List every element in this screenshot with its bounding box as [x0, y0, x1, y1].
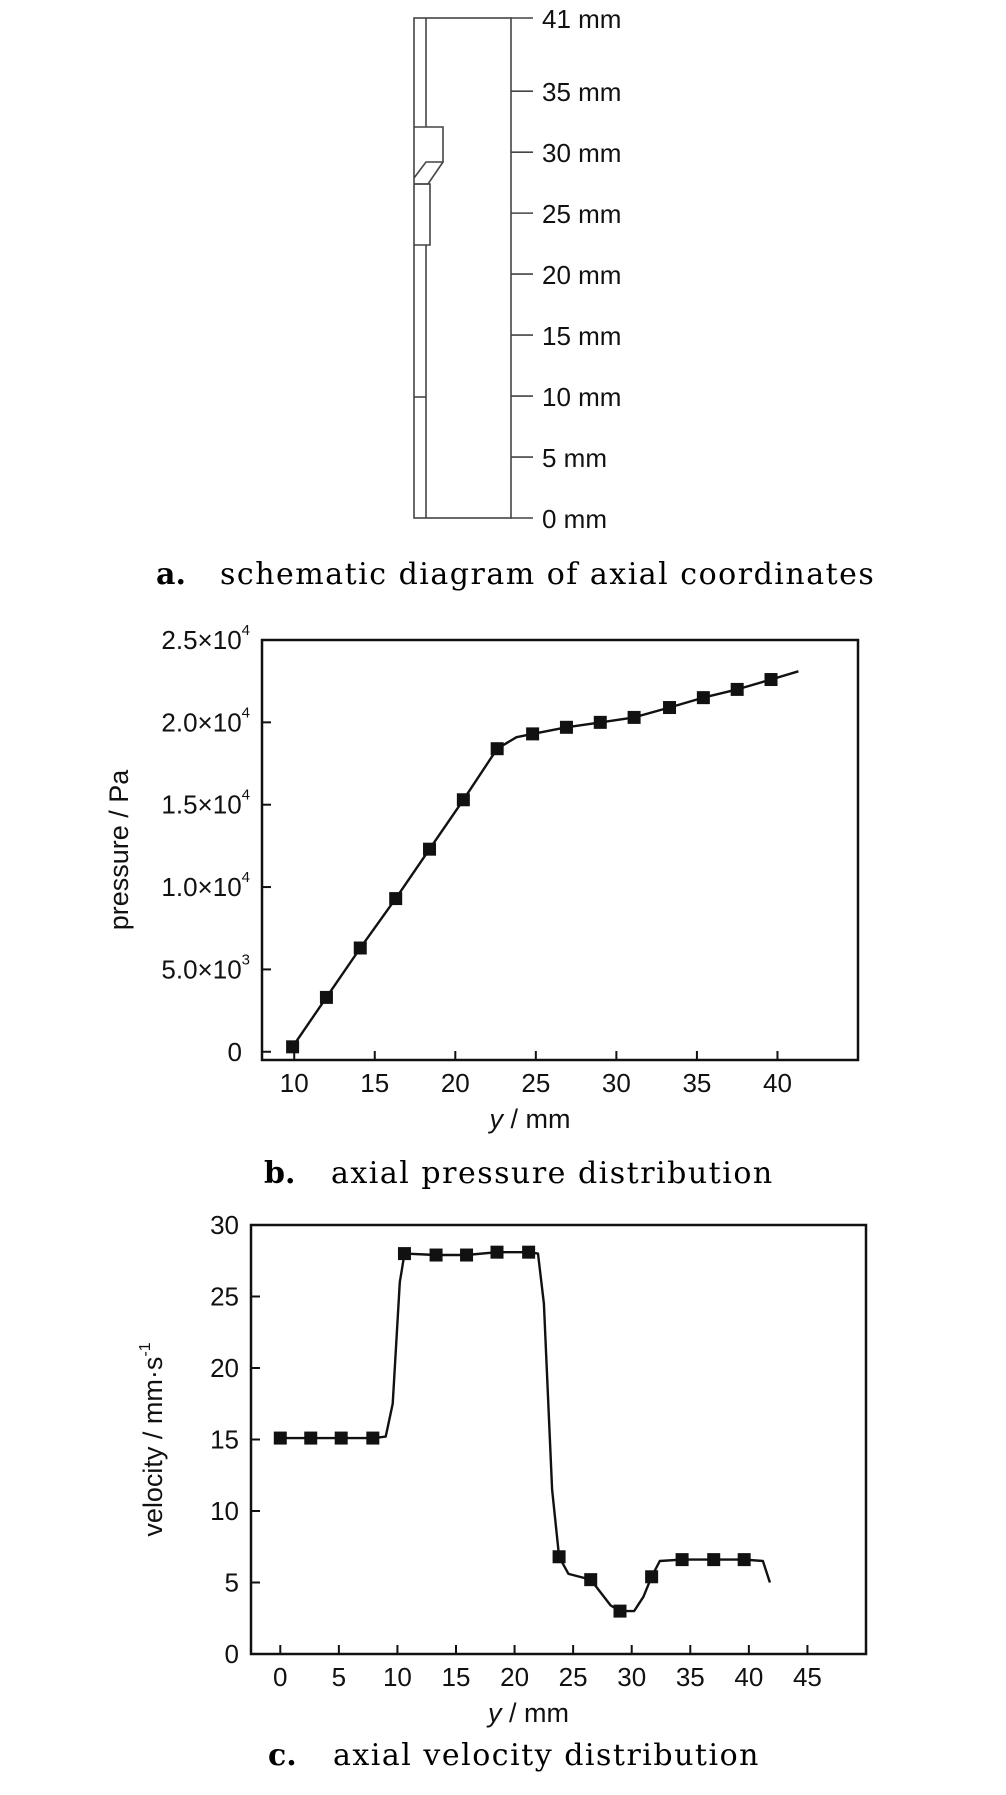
x-tick-label: 40	[762, 1068, 792, 1098]
x-tick-label: 10	[279, 1068, 309, 1098]
data-marker	[731, 683, 744, 696]
data-marker	[738, 1553, 751, 1566]
y-tick-label: 10	[210, 1496, 239, 1526]
caption-b-letter: b.	[264, 1156, 296, 1191]
data-marker	[697, 691, 710, 704]
caption-b-text: axial pressure distribution	[331, 1156, 774, 1191]
x-axis-title: y / mm	[488, 1698, 569, 1728]
caption-c-text: axial velocity distribution	[333, 1738, 760, 1773]
series-line	[293, 671, 799, 1047]
data-marker	[398, 1247, 411, 1260]
data-marker	[460, 1249, 473, 1262]
x-tick-label: 5	[331, 1662, 347, 1692]
scale-label: 41 mm	[542, 4, 622, 34]
x-axis-title: y / mm	[489, 1104, 571, 1134]
y-tick-label: $2.5\times 10^4$	[161, 622, 250, 655]
data-marker	[628, 711, 641, 724]
scale-label: 25 mm	[542, 199, 622, 230]
data-marker	[560, 721, 573, 734]
schematic-outer-body	[414, 18, 511, 518]
data-marker	[663, 701, 676, 714]
axial-scale	[511, 4, 621, 534]
y-tick-label: 25	[210, 1281, 239, 1312]
data-marker	[594, 716, 607, 729]
caption-c-letter: c.	[268, 1738, 297, 1773]
data-marker	[286, 1040, 299, 1053]
x-tick-label: 20	[440, 1068, 470, 1098]
x-tick-label: 20	[500, 1662, 530, 1692]
y-tick-label: 0	[224, 1639, 239, 1669]
pressure-chart	[104, 622, 858, 1134]
x-tick-label: 45	[792, 1662, 822, 1692]
x-tick-label: 35	[675, 1662, 705, 1692]
data-marker	[389, 892, 402, 905]
data-marker	[354, 942, 367, 955]
caption-a-letter: a.	[156, 557, 186, 592]
data-marker	[676, 1553, 689, 1566]
data-marker	[274, 1432, 287, 1445]
data-marker	[765, 673, 778, 686]
x-tick-label: 15	[441, 1662, 471, 1692]
scale-label: 20 mm	[542, 260, 622, 291]
x-tick-label: 35	[682, 1068, 712, 1098]
data-marker	[526, 727, 539, 740]
velocity-chart	[137, 1210, 866, 1728]
y-tick-label: $5.0\times 10^3$	[161, 951, 250, 985]
data-marker	[320, 991, 333, 1004]
schematic-lower-channel	[414, 184, 430, 245]
x-tick-label: 25	[521, 1068, 551, 1098]
y-tick-label: 15	[210, 1424, 239, 1455]
scale-label: 5 mm	[542, 443, 607, 474]
scale-label: 35 mm	[542, 77, 622, 108]
data-marker	[366, 1432, 379, 1445]
y-tick-label: 5	[224, 1567, 239, 1598]
data-marker	[423, 843, 436, 856]
data-marker	[584, 1573, 597, 1586]
y-axis-title: velocity / $mm\cdot s^{-1}$	[137, 1342, 168, 1537]
data-marker	[457, 793, 470, 806]
data-marker	[645, 1570, 658, 1583]
x-tick-label: 30	[617, 1662, 647, 1692]
scale-label: 10 mm	[542, 382, 622, 413]
data-marker	[707, 1553, 720, 1566]
y-tick-label: $1.0\times 10^4$	[161, 869, 250, 903]
data-marker	[553, 1550, 566, 1563]
data-marker	[491, 1246, 504, 1259]
x-tick-label: 30	[601, 1068, 631, 1098]
schematic-upper-channel-step	[414, 127, 443, 178]
data-marker	[335, 1432, 348, 1445]
caption-a-text: schematic diagram of axial coordinates	[220, 557, 876, 592]
x-tick-label: 25	[558, 1662, 588, 1692]
series-line	[280, 1252, 770, 1611]
data-marker	[430, 1249, 443, 1262]
y-tick-label: $1.5\times 10^4$	[161, 786, 250, 820]
y-tick-label: 20	[210, 1353, 239, 1383]
schematic-diagram	[414, 4, 621, 534]
x-tick-label: 40	[734, 1662, 764, 1692]
data-marker	[522, 1246, 535, 1259]
plot-frame	[262, 640, 858, 1060]
x-tick-label: 10	[382, 1662, 412, 1692]
y-tick-label: 0	[227, 1036, 242, 1067]
y-tick-label: 30	[210, 1210, 239, 1240]
x-tick-label: 15	[360, 1068, 390, 1098]
y-tick-label: $2.0\times 10^4$	[161, 704, 250, 738]
data-marker	[304, 1432, 317, 1445]
scale-label: 30 mm	[542, 138, 622, 169]
data-marker	[491, 742, 504, 755]
data-marker	[614, 1605, 627, 1618]
x-tick-label: 0	[273, 1662, 288, 1692]
scale-label: 0 mm	[542, 504, 607, 534]
y-axis-title: pressure / Pa	[104, 769, 134, 931]
scale-label: 15 mm	[542, 321, 622, 352]
